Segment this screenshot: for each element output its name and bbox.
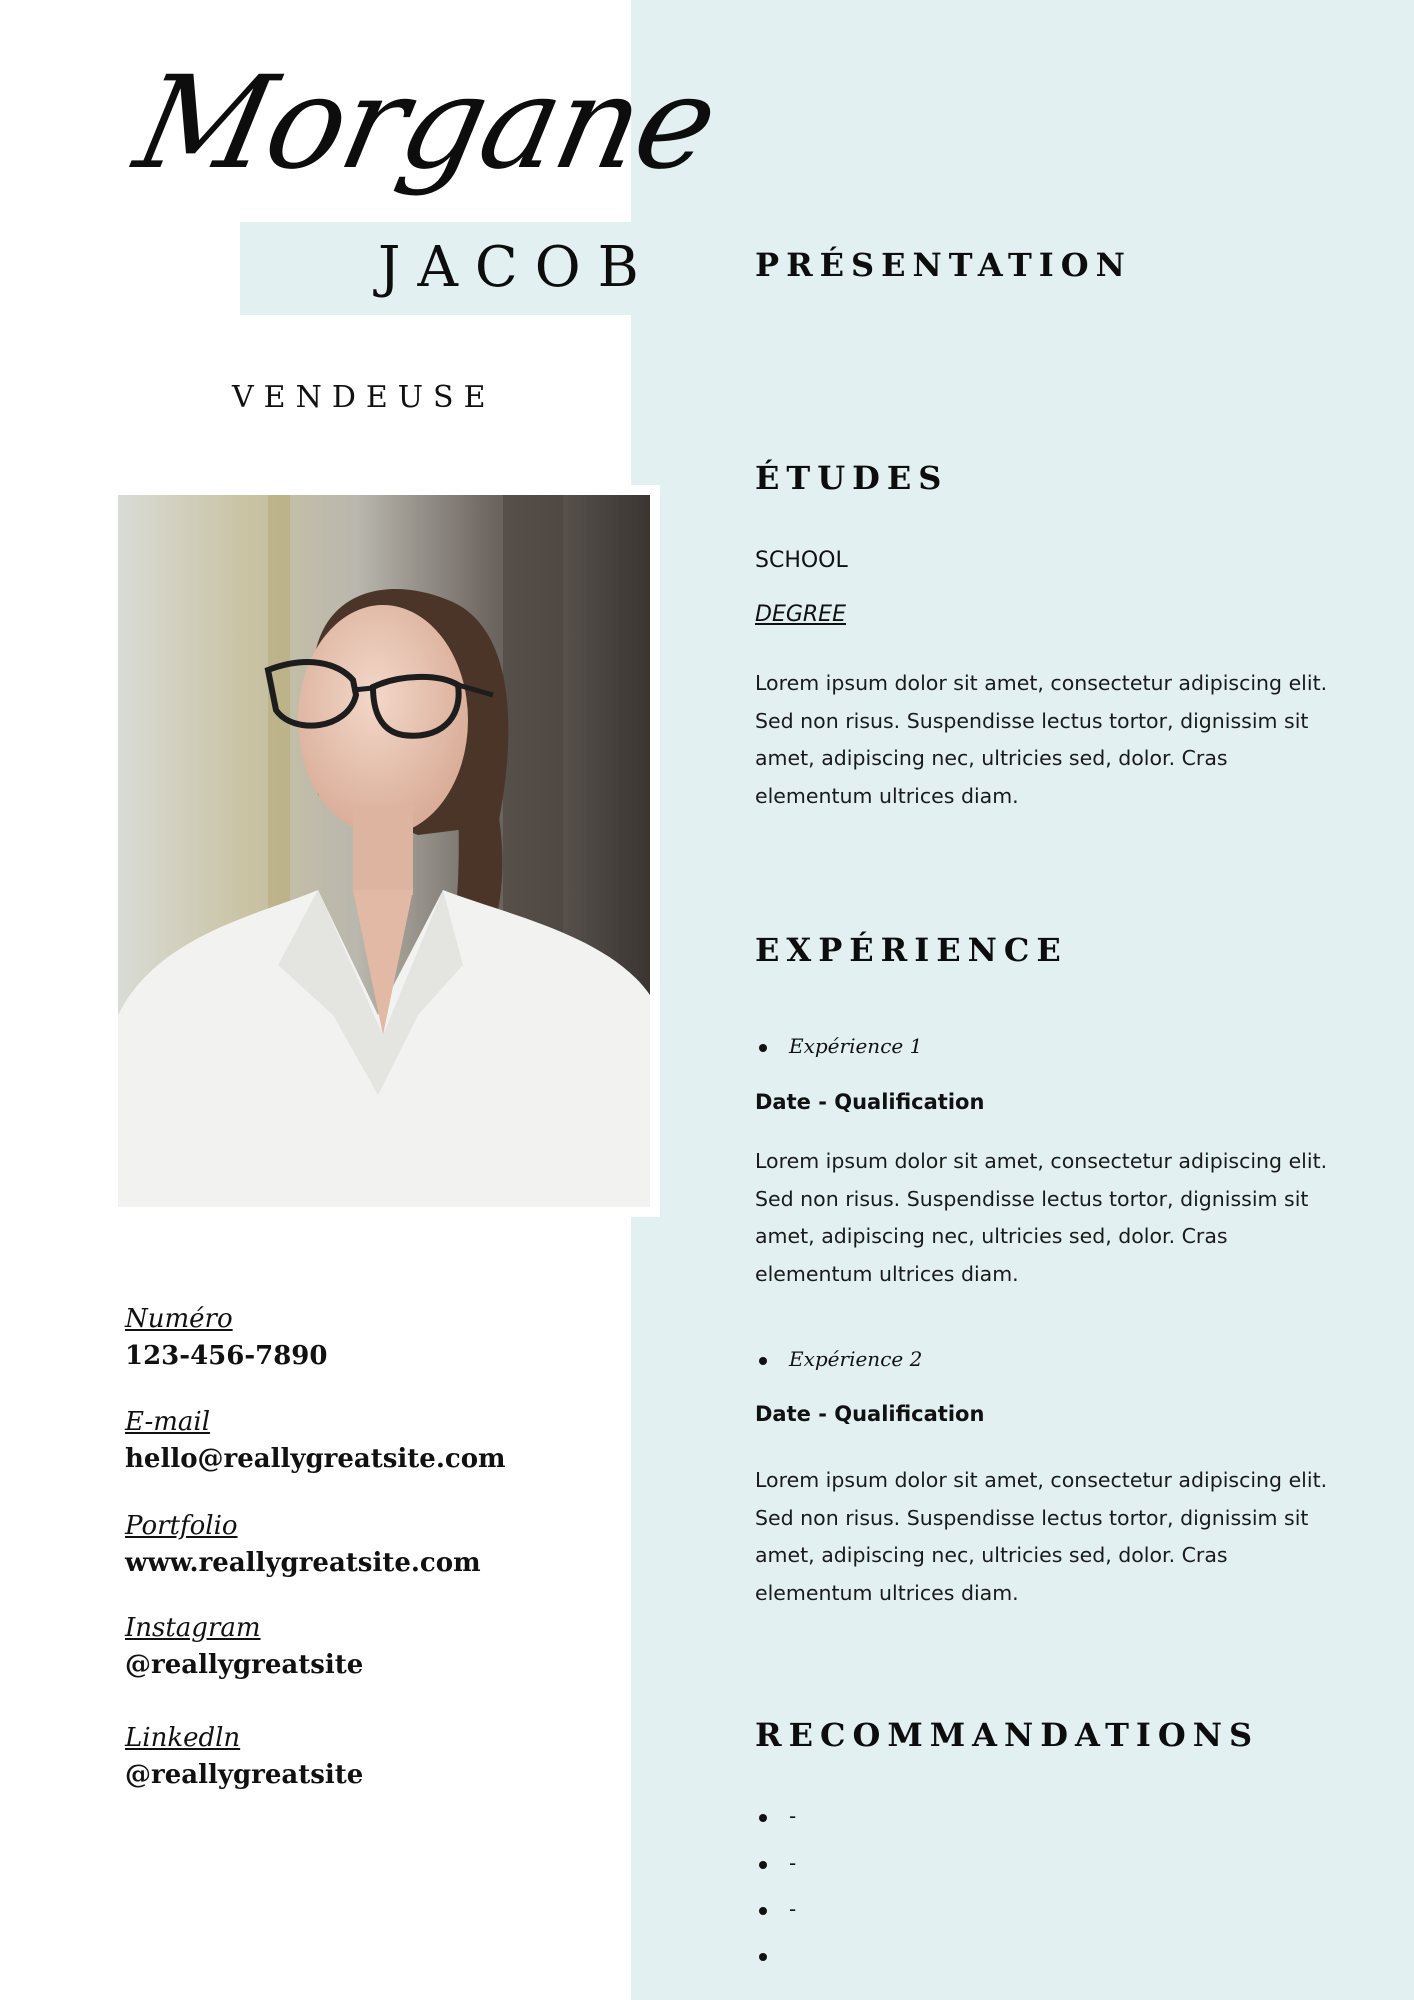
bullet-icon [759, 1357, 767, 1365]
contact-phone [125, 1302, 328, 1376]
contact-email [125, 1405, 506, 1479]
contact-linkedin-value: @reallygreatsite [125, 1760, 364, 1790]
degree-name: DEGREE [755, 602, 846, 627]
contact-email-value: hello@reallygreatsite.com [125, 1444, 506, 1474]
last-name: JACOB [378, 235, 656, 300]
first-name: Morgane [124, 49, 728, 198]
education-description: Lorem ipsum dolor sit amet, consectetur adipiscing elit. Sed non risus. Suspendisse lectus tortor, dignissim sit amet, adipiscing nec, ultricies sed, dolor. Cras elementum ultrices diam. [755, 671, 1328, 808]
experience-description: Lorem ipsum dolor sit amet, consectetur adipiscing elit. Sed non risus. Suspendisse lectus tortor, dignissim sit amet, adipiscing nec, ultricies sed, dolor. Cras elementum ultrices diam. [755, 1149, 1328, 1286]
recommendation-text: - [789, 1851, 797, 1875]
contact-phone-value: 123-456-7890 [125, 1341, 328, 1371]
experience-name: Expérience 1 [789, 1034, 923, 1058]
recommendations-title: RECOMMANDATIONS [755, 1716, 1260, 1754]
experience-item [755, 1344, 922, 1374]
school-name: SCHOOL [755, 548, 848, 573]
bullet-icon [759, 1953, 767, 1961]
contact-portfolio-value: www.reallygreatsite.com [125, 1548, 481, 1578]
contact-portfolio-label: Portfolio [125, 1511, 238, 1541]
contact-phone-label: Numéro [125, 1304, 233, 1334]
experience-date-qualification: Date - Qualification [755, 1402, 985, 1426]
right-panel [631, 0, 1414, 2000]
experience-description: Lorem ipsum dolor sit amet, consectetur adipiscing elit. Sed non risus. Suspendisse lectus tortor, dignissim sit amet, adipiscing nec, ultricies sed, dolor. Cras elementum ultrices diam. [755, 1468, 1328, 1605]
recommendation-text: - [789, 1804, 797, 1828]
recommendation-item [755, 1801, 796, 1831]
contact-linkedin [125, 1721, 363, 1795]
recommendation-item [755, 1894, 796, 1924]
profile-photo [118, 495, 650, 1207]
presentation-title: PRÉSENTATION [755, 246, 1132, 284]
bullet-icon [759, 1907, 767, 1915]
experience-item [755, 1031, 922, 1061]
contact-email-label: E-mail [125, 1407, 211, 1437]
bullet-icon [759, 1814, 767, 1822]
bullet-icon [759, 1861, 767, 1869]
experience-date-qualification: Date - Qualification [755, 1090, 985, 1114]
recommendation-text: - [789, 1897, 797, 1921]
contact-instagram-label: Instagram [125, 1613, 261, 1643]
job-title: VENDEUSE [232, 380, 496, 415]
recommendation-item [755, 1940, 789, 1970]
experience-title: EXPÉRIENCE [755, 931, 1068, 969]
contact-instagram [125, 1611, 363, 1685]
contact-portfolio [125, 1509, 481, 1583]
contact-linkedin-label: Linkedln [125, 1723, 241, 1753]
education-title: ÉTUDES [755, 459, 949, 497]
bullet-icon [759, 1044, 767, 1052]
recommendation-item [755, 1848, 796, 1878]
experience-name: Expérience 2 [789, 1347, 923, 1371]
contact-instagram-value: @reallygreatsite [125, 1650, 364, 1680]
